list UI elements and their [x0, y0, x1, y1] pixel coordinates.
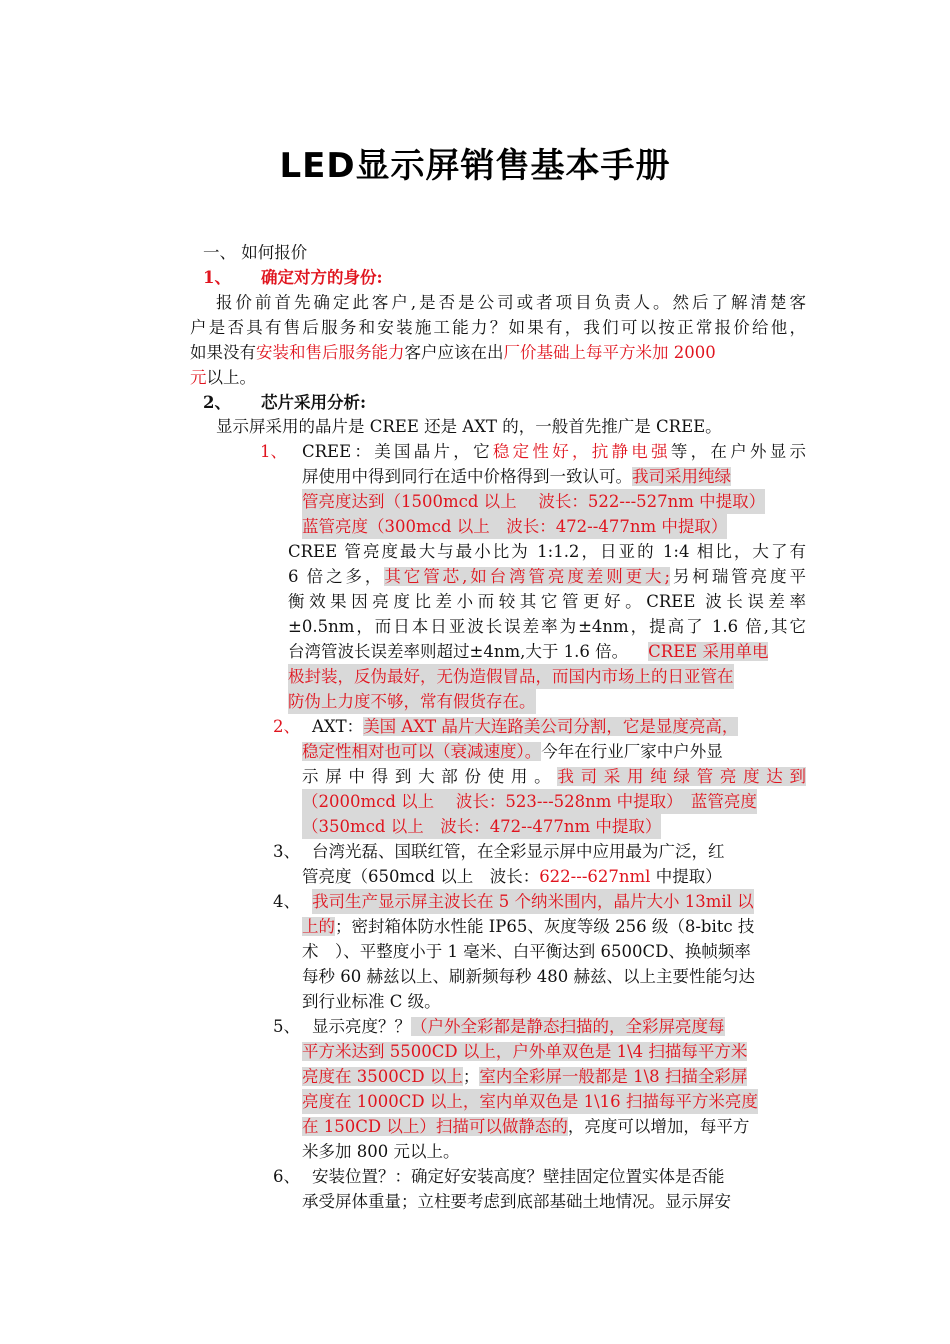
- list-item-line: [302, 864, 722, 889]
- list-item-line: 米多加 800 元以上。: [302, 1142, 460, 1161]
- subsection-2: [203, 390, 366, 415]
- text-run: 显示亮度？？: [312, 1017, 411, 1036]
- list-item-number: 1、: [260, 442, 287, 461]
- highlight-text: 我司采用纯绿: [632, 467, 731, 486]
- highlight-text: 在 150CD 以上）扫描可以做静态的: [302, 1117, 568, 1136]
- text-run: 以上。: [206, 368, 256, 387]
- highlight-text: 平方米达到 5500CD 以上: [302, 1042, 496, 1061]
- list-item-line: 台湾光磊、国联红管，在全彩显示屏中应用最为广泛，红: [312, 842, 725, 861]
- highlight-text: 厂价基础上每平方米加 2000: [503, 343, 716, 362]
- list-item-number: 5、: [273, 1017, 300, 1036]
- list-item-line: 术 ）、平整度小于 1 毫米、白平衡达到 6500CD、换帧频率: [302, 942, 751, 961]
- paragraph-line: [190, 365, 256, 390]
- highlight-text: 亮度在 3500CD 以上: [302, 1067, 463, 1086]
- highlight-text: 其它管芯,如台湾管亮度差则更大;: [384, 567, 671, 586]
- text-run: 客户应该在出: [404, 343, 504, 362]
- highlight-text: （户外全彩都是静态扫描的，全彩屏亮度每: [411, 1017, 725, 1036]
- list-item-line: 我司生产显示屏主波长在 5 个纳米围内，晶片大小 13mil 以: [312, 889, 754, 914]
- paragraph-line: 衡效果因亮度比差小而较其它管更好。CREE 波长误差率: [288, 592, 806, 611]
- text-run: 管亮度（650mcd 以上 波长：: [302, 867, 540, 886]
- list-item-line: 承受屏体重量；立柱要考虑到底部基础土地情况。显示屏安: [302, 1192, 731, 1211]
- text-run: 等，在户外显示: [670, 442, 807, 461]
- list-item-line: [302, 464, 731, 489]
- highlight-text: 我司采用纯绿管亮度达到: [557, 767, 807, 786]
- list-item-line: 蓝管亮度（300mcd 以上 波长：472--477nm 中提取）: [302, 514, 727, 539]
- list-item-line: 亮度在 1000CD 以上，室内单双色是 1\16 扫描每平方米亮度: [302, 1089, 758, 1114]
- text-run: 今年在行业厂家中户外显: [541, 742, 723, 761]
- paragraph-line: 防伪上力度不够，常有假货存在。: [288, 689, 536, 714]
- highlight-text: 上的: [302, 917, 335, 936]
- list-item-line: [302, 1114, 749, 1139]
- paragraph-line: 户是否具有售后服务和安装施工能力？如果有，我们可以按正常报价给他，: [190, 318, 806, 337]
- text-run: ；密封箱体防水性能 IP65、灰度等级 256 级（8-bitc 技: [335, 917, 755, 936]
- text-run: 中提取）: [650, 867, 722, 886]
- highlight-text: 稳定性好，抗静电强: [492, 442, 671, 461]
- highlight-text: 元: [190, 368, 207, 387]
- text-run: CREE：美国晶片，它: [302, 442, 493, 461]
- list-item-line: [312, 714, 738, 739]
- highlight-text: 稳定性相对也可以（衰减速度）。: [302, 742, 542, 761]
- list-item-line: [312, 1014, 725, 1039]
- paragraph-line: 报价前首先确定此客户,是否是公司或者项目负责人。然后了解清楚客: [216, 293, 806, 312]
- list-item-number: 2、: [273, 717, 300, 736]
- paragraph-line: 极封装，反伪最好，无伪造假冒品，而国内市场上的日亚管在: [288, 664, 734, 689]
- section-heading: 一、 如何报价: [203, 243, 308, 262]
- list-item-line: 到行业标准 C 级。: [302, 992, 441, 1011]
- text-run: 屏使用中得到同行在适中价格得到一致认可。: [302, 467, 632, 486]
- list-item-line: [302, 764, 806, 789]
- list-item-number: 4、: [273, 892, 300, 911]
- paragraph-line: [190, 340, 716, 365]
- list-item-line: 管亮度达到（1500mcd 以上 波长：522---527nm 中提取）: [302, 489, 765, 514]
- paragraph-line: [288, 639, 768, 664]
- paragraph-line: ±0.5nm，而日本日亚波长误差率为±4nm，提高了 1.6 倍,其它: [288, 617, 806, 636]
- list-item-line: [302, 914, 754, 939]
- highlight-text: 安装和售后服务能力: [256, 343, 405, 362]
- highlight-text: CREE 采用单电: [648, 642, 769, 661]
- subsection-1-label: 确定对方的身份:: [261, 268, 383, 287]
- text-run: 台湾管波长误差率则超过±4nm,大于 1.6 倍。: [288, 642, 629, 661]
- list-item-line: （2000mcd 以上 波长：523---528nm 中提取） 蓝管亮度: [302, 789, 757, 814]
- subsection-1-number: 1、: [203, 268, 231, 287]
- list-item-line: 每秒 60 赫兹以上、刷新频每秒 480 赫兹、以上主要性能匀达: [302, 967, 755, 986]
- paragraph-line: [288, 564, 806, 589]
- text-run: 示屏中得到大部份使用。: [302, 767, 558, 786]
- list-item-number: 3、: [273, 842, 300, 861]
- subsection-1: [203, 265, 383, 290]
- paragraph-line: CREE 管亮度最大与最小比为 1:1.2，日亚的 1:4 相比，大了有: [288, 542, 806, 561]
- text-run: 6 倍之多，: [288, 567, 385, 586]
- highlight-text: 622---627nml: [539, 867, 651, 886]
- text-run: AXT：: [312, 717, 364, 736]
- text-run: ；: [462, 1067, 480, 1086]
- list-item-line: （350mcd 以上 波长：472--477nm 中提取）: [302, 814, 661, 839]
- list-item-line: [302, 1064, 747, 1089]
- text-run: 另柯瑞管亮度平: [670, 567, 807, 586]
- paragraph-line: 显示屏采用的晶片是 CREE 还是 AXT 的，一般首先推广是 CREE。: [216, 417, 722, 436]
- list-item-line: [302, 739, 723, 764]
- list-item-line: [302, 439, 806, 464]
- highlight-text: ，户外单双色是 1\4 扫描每平方米: [495, 1042, 748, 1061]
- document-title: LED显示屏销售基本手册: [279, 146, 671, 186]
- highlight-text: 室内全彩屏一般都是 1\8 扫描全彩屏: [479, 1067, 748, 1086]
- list-item-line: 安装位置？：确定好安装高度？壁挂固定位置实体是否能: [312, 1167, 725, 1186]
- highlight-text: 美国 AXT 晶片大连路美公司分割，它是显度亮高，: [363, 717, 739, 736]
- text-run: ，亮度可以增加，每平方: [567, 1117, 750, 1136]
- subsection-2-number: 2、: [203, 393, 231, 412]
- list-item-line: [302, 1039, 747, 1064]
- list-item-number: 6、: [273, 1167, 300, 1186]
- text-run: 如果没有: [190, 343, 256, 362]
- subsection-2-label: 芯片采用分析:: [261, 393, 367, 412]
